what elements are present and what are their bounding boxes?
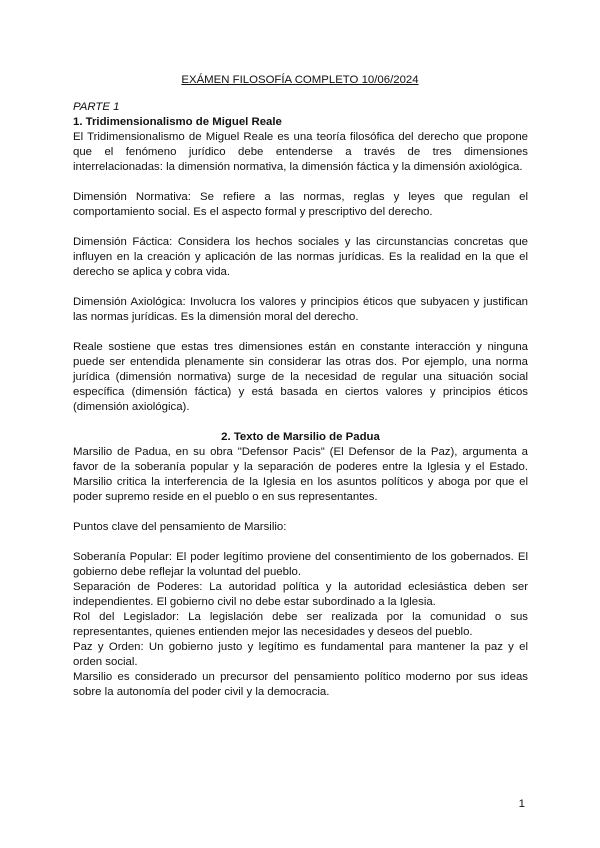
dimension-normativa: Dimensión Normativa: Se refiere a las normas, reglas y leyes que regulan el comportamiento social. Es el aspecto formal y prescriptivo del derecho. — [73, 191, 528, 218]
dimension-factica: Dimensión Fáctica: Considera los hechos sociales y las circunstancias concretas que influyen en la creación y aplicación de las normas jurídicas. Es la realidad en la que el derecho se aplica y cobra vida. — [73, 236, 528, 278]
key-point-paz: Paz y Orden: Un gobierno justo y legítimo es fundamental para mantener la paz y el orden social. — [73, 641, 528, 668]
page-number: 1 — [518, 798, 525, 810]
document-title: EXÁMEN FILOSOFÍA COMPLETO 10/06/2024 — [181, 74, 419, 86]
section1-conclusion: Reale sostiene que estas tres dimensiones están en constante interacción y ninguna puede ser entendida plenamente sin considerar las otras dos. Por ejemplo, una norma jurídica (dimensión normativa) surge de la necesidad de regular una situación social específica (dimensión fáctica) y está basada en ciertos valores y principios éticos (dimensión axiológica). — [73, 341, 528, 413]
marsilio-conclusion: Marsilio es considerado un precursor del pensamiento político moderno por sus ideas sobre la autonomía del poder civil y la democracia. — [73, 671, 528, 698]
section1-intro: El Tridimensionalismo de Miguel Reale es una teoría filosófica del derecho que propone que el fenómeno jurídico debe entenderse a través de tres dimensiones interrelacionadas: la dimensión normativa, la dimensión fáctica y la dimensión axiológica. — [73, 131, 528, 173]
key-points-label: Puntos clave del pensamiento de Marsilio: — [73, 521, 287, 533]
key-point-legislador: Rol del Legislador: La legislación debe ser realizada por la comunidad o sus representantes, quienes entienden mejor las necesidades y deseos del pueblo. — [73, 611, 528, 638]
dimension-axiologica: Dimensión Axiológica: Involucra los valores y principios éticos que subyacen y justifican las normas jurídicas. Es la dimensión moral del derecho. — [73, 296, 528, 323]
section2-heading: 2. Texto de Marsilio de Padua — [221, 431, 380, 443]
document-body — [73, 100, 528, 700]
key-point-separacion: Separación de Poderes: La autoridad política y la autoridad eclesiástica deben ser independientes. El gobierno civil no debe estar subordinado a la Iglesia. — [73, 581, 528, 608]
part-label: PARTE 1 — [73, 101, 120, 113]
key-point-soberania: Soberanía Popular: El poder legítimo proviene del consentimiento de los gobernados. El gobierno debe reflejar la voluntad del pueblo. — [73, 551, 528, 578]
section1-heading: 1. Tridimensionalismo de Miguel Reale — [73, 116, 282, 128]
section2-intro: Marsilio de Padua, en su obra "Defensor Pacis" (El Defensor de la Paz), argumenta a favor de la soberanía popular y la separación de poderes entre la Iglesia y el Estado. Marsilio critica la interferencia de la Iglesia en los asuntos políticos y aboga por que el poder supremo reside en el pueblo o en sus representantes. — [73, 446, 528, 503]
